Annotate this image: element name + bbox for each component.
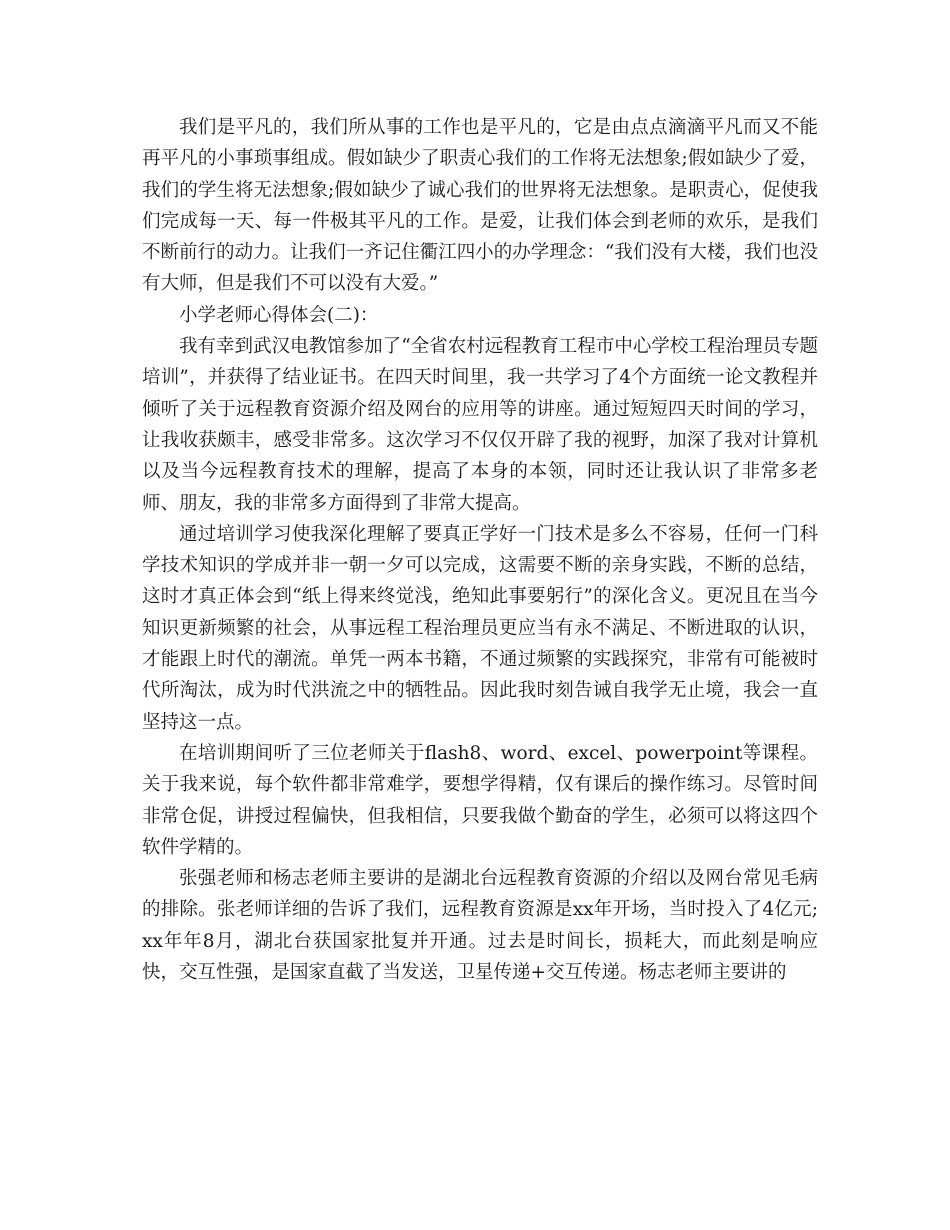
paragraph-4: 在培训期间听了三位老师关于flash8、word、excel、powerpoint等课程。关于我来说，每个软件都非常难学，要想学得精，仅有课后的操作练习。尽管时间非常仓促，讲授过程偏快，但我相信，只要我做个勤奋的学生，必须可以将这四个软件学精的。	[142, 742, 818, 858]
document-body	[142, 112, 818, 988]
paragraph-5: 张强老师和杨志老师主要讲的是湖北台远程教育资源的介绍以及网台常见毛病的排除。张老师详细的告诉了我们，远程教育资源是xx年开场，当时投入了4亿元;xx年年8月，湖北台获国家批复并开通。过去是时间长，损耗大，而此刻是响应快，交互性强，是国家直截了当发送，卫星传递+交互传递。杨志老师主要讲的	[142, 868, 818, 984]
section-heading: 小学老师心得体会(二)：	[179, 304, 379, 326]
paragraph-2: 我有幸到武汉电教馆参加了“全省农村远程教育工程市中心学校工程治理员专题培训”，并获得了结业证书。在四天时间里，我一共学习了4个方面统一论文教程并倾听了关于远程教育资源介绍及网台的应用等的讲座。通过短短四天时间的学习，让我收获颇丰，感受非常多。这次学习不仅仅开辟了我的视野，加深了我对计算机以及当今远程教育技术的理解，提高了本身的本领，同时还让我认识了非常多老师、朋友，我的非常多方面得到了非常大提高。	[142, 336, 818, 514]
paragraph-1: 我们是平凡的，我们所从事的工作也是平凡的，它是由点点滴滴平凡而又不能再平凡的小事琐事组成。假如缺少了职责心我们的工作将无法想象;假如缺少了爱，我们的学生将无法想象;假如缺少了诚心我们的世界将无法想象。是职责心，促使我们完成每一天、每一件极其平凡的工作。是爱，让我们体会到老师的欢乐，是我们不断前行的动力。让我们一齐记住衢江四小的办学理念：“我们没有大楼，我们也没有大师，但是我们不可以没有大爱。”	[142, 117, 818, 295]
paragraph-3: 通过培训学习使我深化理解了要真正学好一门技术是多么不容易，任何一门科学技术知识的学成并非一朝一夕可以完成，这需要不断的亲身实践，不断的总结，这时才真正体会到“纸上得来终觉浅，绝知此事要躬行”的深化含义。更况且在当今知识更新频繁的社会，从事远程工程治理员更应当有永不满足、不断进取的认识，才能跟上时代的潮流。单凭一两本书籍，不通过频繁的实践探究，非常有可能被时代所淘汰，成为时代洪流之中的牺牲品。因此我时刻告诫自我学无止境，我会一直坚持这一点。	[142, 523, 818, 733]
